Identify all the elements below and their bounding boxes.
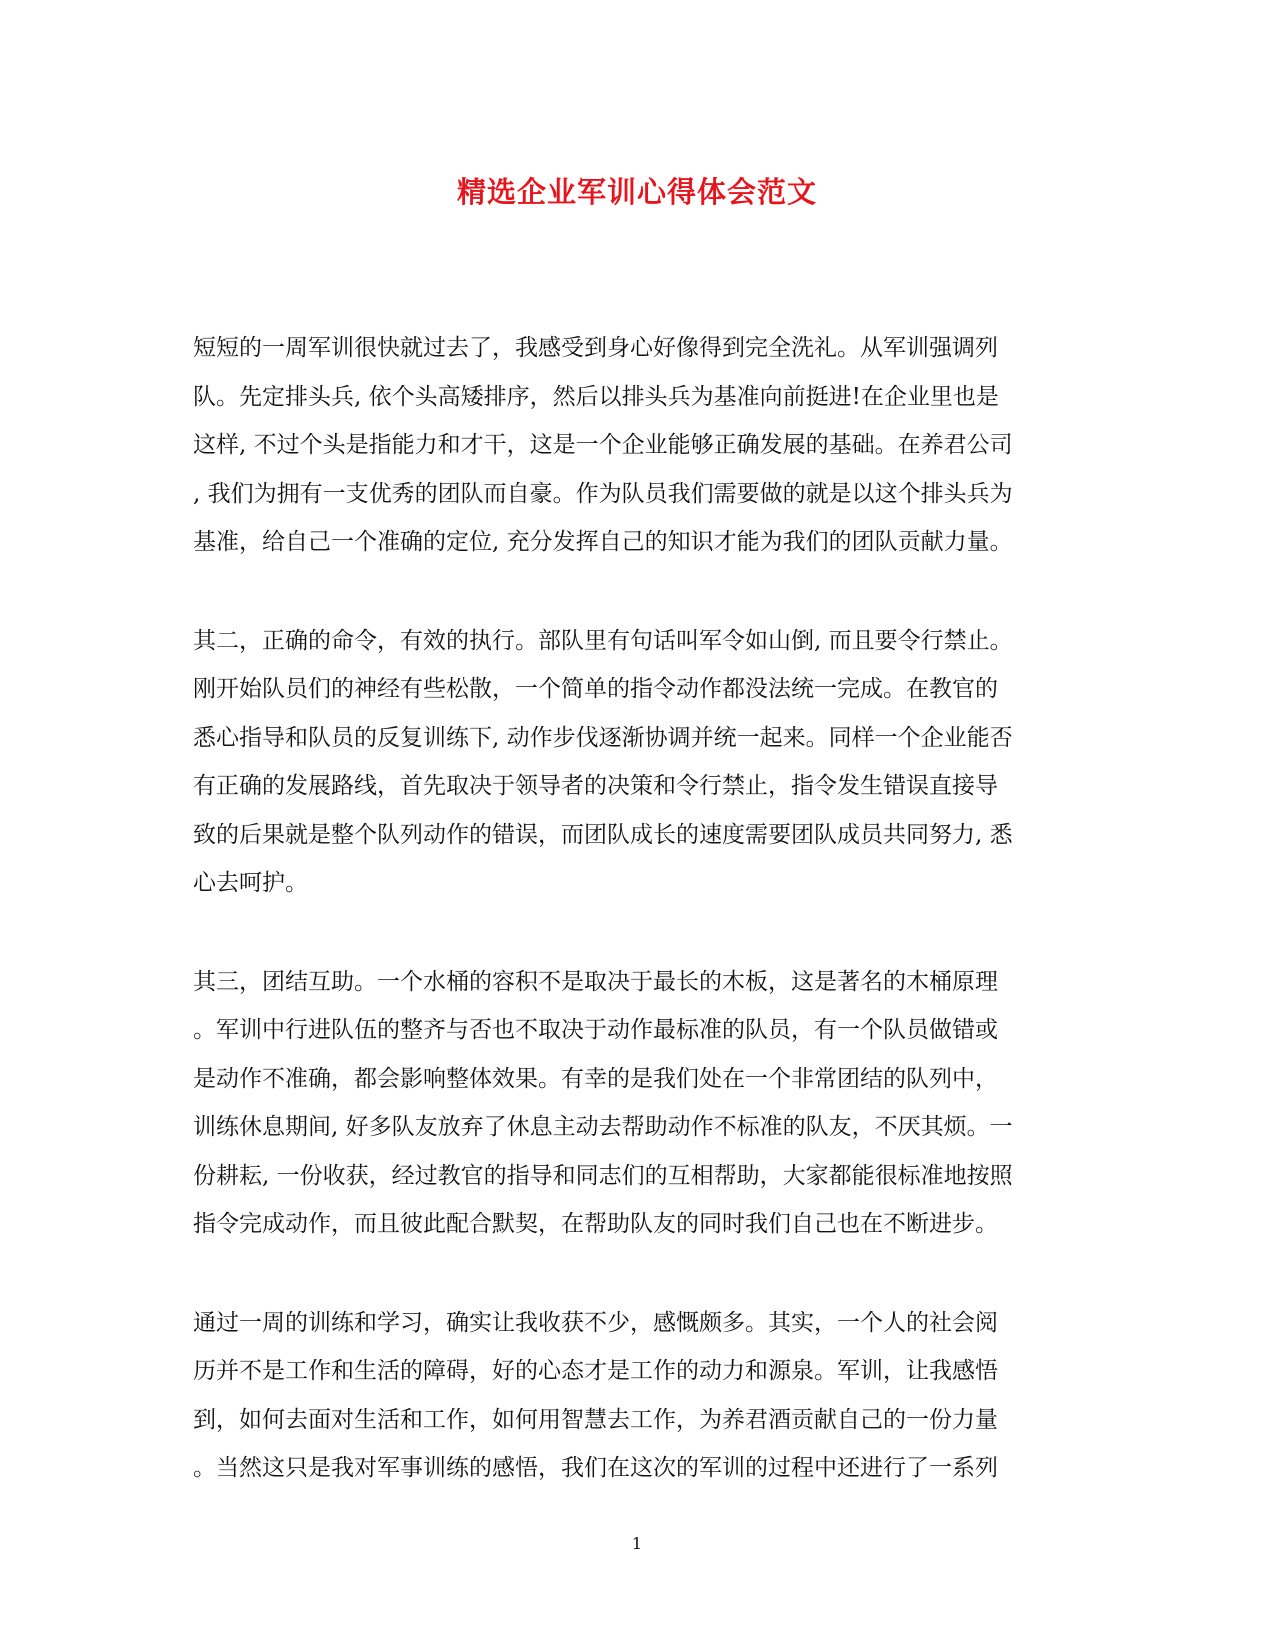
text-line: 心去呵护。: [193, 870, 308, 896]
text-line: 历并不是工作和生活的障碍，好的心态才是工作的动力和源泉。军训，让我感悟: [193, 1358, 998, 1384]
paragraph-1: [193, 324, 1083, 567]
text-line: 队。先定排头兵, 依个头高矮排序，然后以排头兵为基准向前挺进!在企业里也是: [193, 383, 999, 410]
text-line: 基准，给自己一个准确的定位, 充分发挥自己的知识才能为我们的团队贡献力量。: [193, 529, 1013, 555]
text-line: 其二，正确的命令，有效的执行。部队里有句话叫军令如山倒, 而且要令行禁止。: [193, 627, 1013, 654]
paragraph-4: [193, 1299, 1083, 1493]
text-line: , 我们为拥有一支优秀的团队而自豪。作为队员我们需要做的就是以这个排头兵为: [193, 480, 1013, 507]
text-line: 有正确的发展路线，首先取决于领导者的决策和令行禁止，指令发生错误直接导: [193, 773, 998, 799]
text-line: 悉心指导和队员的反复训练下, 动作步伐逐渐协调并统一起来。同样一个企业能否: [193, 724, 1013, 751]
text-line: 份耕耘, 一份收获，经过教官的指导和同志们的互相帮助，大家都能很标准地按照: [193, 1162, 1013, 1189]
page-number: 1: [631, 1534, 643, 1553]
text-line: 指令完成动作，而且彼此配合默契，在帮助队友的同时我们自己也在不断进步。: [193, 1211, 998, 1237]
text-line: 到，如何去面对生活和工作，如何用智慧去工作，为养君酒贡献自己的一份力量: [193, 1406, 998, 1433]
text-line: 。军训中行进队伍的整齐与否也不取决于动作最标准的队员，有一个队员做错或: [193, 1017, 998, 1043]
text-line: 是动作不准确，都会影响整体效果。有幸的是我们处在一个非常团结的队列中，: [193, 1065, 998, 1092]
paragraph-2: [193, 617, 1083, 908]
text-line: 刚开始队员们的神经有些松散，一个简单的指令动作都没法统一完成。在教官的: [193, 676, 998, 702]
paragraph-3: [193, 958, 1083, 1249]
document-title: 精选企业军训心得体会范文: [456, 175, 817, 209]
text-line: 训练休息期间, 好多队友放弃了休息主动去帮助动作不标准的队友，不厌其烦。一: [193, 1114, 1013, 1140]
text-line: 短短的一周军训很快就过去了，我感受到身心好像得到完全洗礼。从军训强调列: [193, 335, 998, 361]
text-line: 通过一周的训练和学习，确实让我收获不少，感慨颇多。其实，一个人的社会阅: [193, 1309, 998, 1336]
text-line: 这样, 不过个头是指能力和才干，这是一个企业能够正确发展的基础。在养君公司: [193, 432, 1013, 458]
text-line: 其三，团结互助。一个水桶的容积不是取决于最长的木板，这是著名的木桶原理: [193, 968, 998, 995]
text-line: 。当然这只是我对军事训练的感悟，我们在这次的军训的过程中还进行了一系列: [193, 1455, 998, 1481]
text-line: 致的后果就是整个队列动作的错误，而团队成长的速度需要团队成员共同努力, 悉: [193, 821, 1013, 848]
document-body: [193, 324, 1083, 1543]
